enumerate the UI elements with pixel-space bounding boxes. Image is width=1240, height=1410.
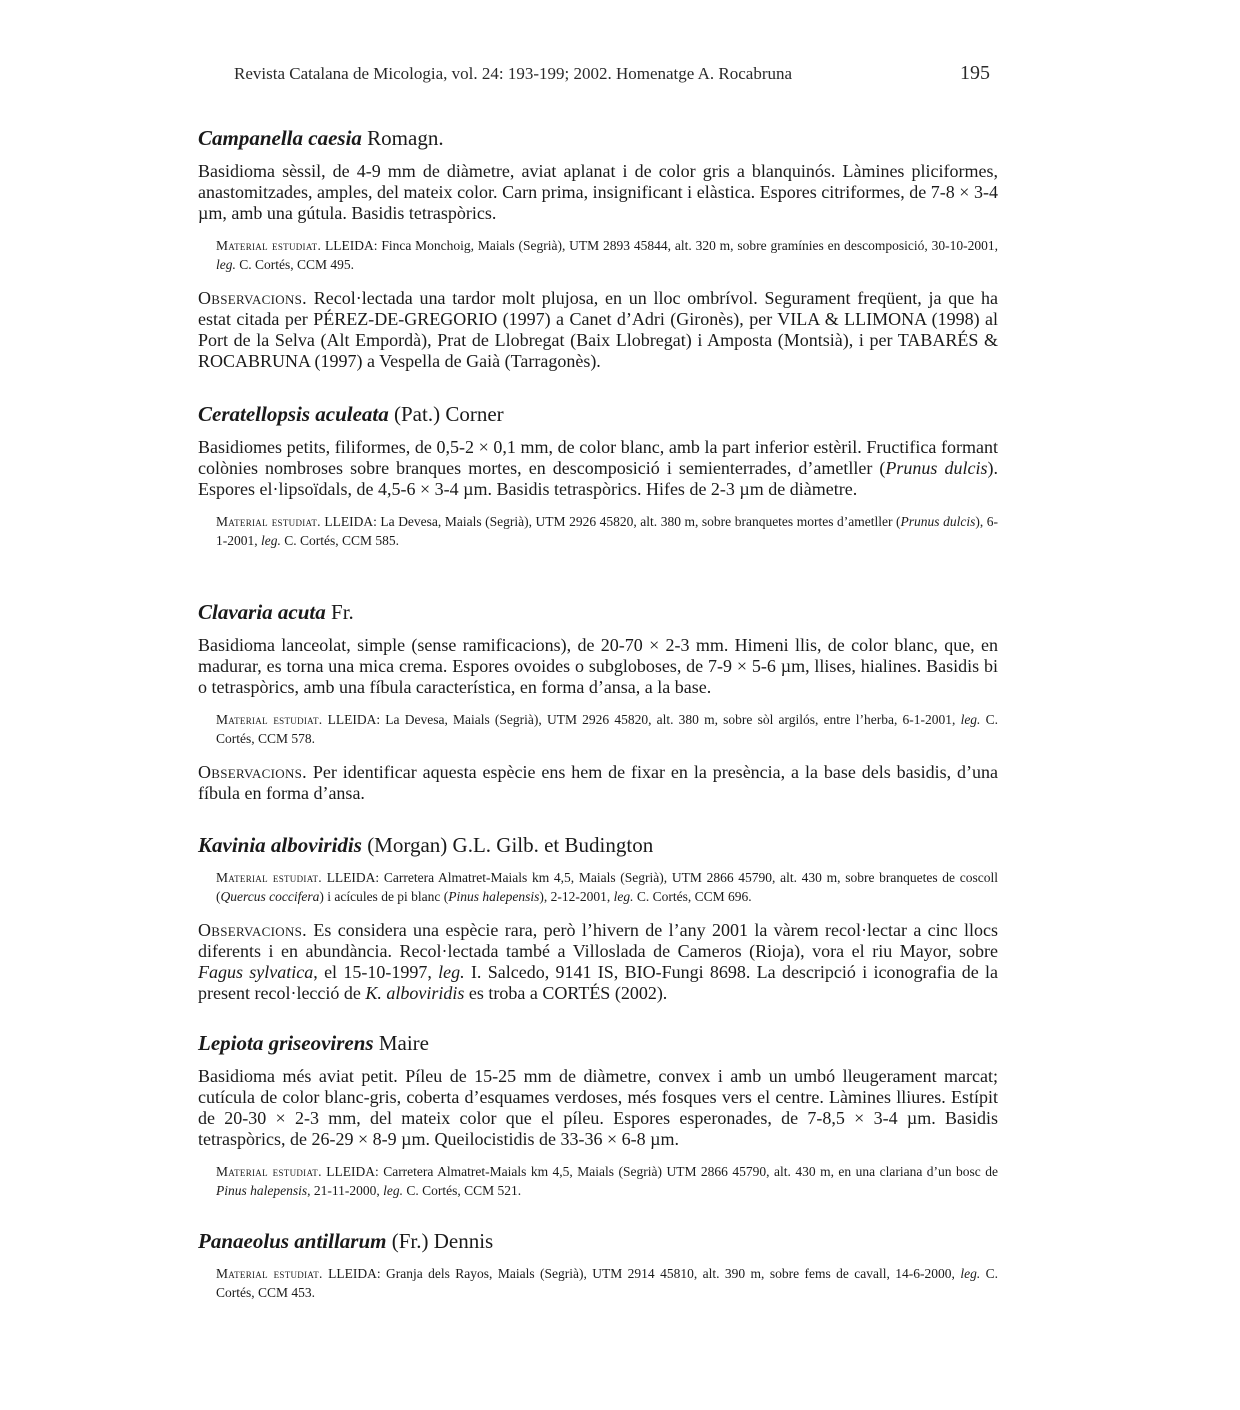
species-entry-kavinia-alboviridis xyxy=(198,832,998,1004)
material-label: Material estudiat. xyxy=(216,870,322,885)
species-description: Basidioma lanceolat, simple (sense ramificacions), de 20-70 × 2-3 mm. Himeni llis, de color blanc, que, en madurar, es torna una mica crema. Espores ovoides o subgloboses, de 7-9 × 5-6 µm, llises, hialines. Basidis bi o tetraspòrics, amb una fíbula característica, en forma d’ansa, a la base. xyxy=(198,635,998,697)
species-binomial: Clavaria acuta xyxy=(198,600,326,624)
species-entry-lepiota-griseovirens xyxy=(198,1030,998,1200)
species-author: Romagn. xyxy=(367,126,444,150)
species-entry-panaeolus-antillarum xyxy=(198,1228,998,1302)
species-binomial: Panaeolus antillarum xyxy=(198,1229,387,1253)
material-label: Material estudiat. xyxy=(216,514,321,529)
species-author: Maire xyxy=(378,1031,429,1055)
running-header xyxy=(234,64,990,88)
species-description: Basidioma sèssil, de 4-9 mm de diàmetre, aviat aplanat i de color gris a blanquinós. Làmines pliciformes, anastomitzades, amples, del mateix color. Carn prima, insignificant i elàstica. Espores citriformes, de 7-8 × 3-4 µm, amb una gútula. Basidis tetraspòrics. xyxy=(198,161,998,223)
observations-label: Observacions. xyxy=(198,920,307,940)
species-author: (Pat.) Corner xyxy=(394,402,504,426)
species-description: Basidiomes petits, filiformes, de 0,5-2 × 0,1 mm, de color blanc, amb la part inferior estèril. Fructifica formant colònies nombroses sobre branques mortes, en descomposició i semienterrades, d’ametller (Prunus dulcis). Espores el·lipsoïdals, de 4,5-6 × 3-4 µm. Basidis tetraspòrics. Hifes de 2-3 µm de diàmetre. xyxy=(198,437,998,499)
species-entry-campanella-caesia xyxy=(198,125,998,372)
material-label: Material estudiat. xyxy=(216,712,323,727)
species-heading xyxy=(198,1228,998,1254)
material-label: Material estudiat. xyxy=(216,238,322,253)
material-studied: Material estudiat. LLEIDA: Carretera Almatret-Maials km 4,5, Maials (Segrià), UTM 2866 45790, alt. 430 m, sobre branquetes de coscoll (Quercus coccifera) i acícules de pi blanc (Pinus halepensis), 2-12-2001, leg. C. Cortés, CCM 696. xyxy=(216,870,998,904)
species-author: (Morgan) G.L. Gilb. et Budington xyxy=(367,833,654,857)
material-studied: Material estudiat. LLEIDA: Finca Monchoig, Maials (Segrià), UTM 2893 45844, alt. 320 m, sobre gramínies en descomposició, 30-10-2001, leg. C. Cortés, CCM 495. xyxy=(216,238,998,272)
species-entry-ceratellopsis-aculeata xyxy=(198,401,998,550)
material-studied: Material estudiat. LLEIDA: La Devesa, Maials (Segrià), UTM 2926 45820, alt. 380 m, sobre branquetes mortes d’ametller (Prunus dulcis), 6-1-2001, leg. C. Cortés, CCM 585. xyxy=(216,514,998,548)
species-heading xyxy=(198,401,998,427)
page-number: 195 xyxy=(960,62,990,84)
species-heading xyxy=(198,125,998,151)
observations: Observacions. Per identificar aquesta espècie ens hem de fixar en la presència, a la base dels basidis, d’una fíbula en forma d’ansa. xyxy=(198,762,998,803)
observations: Observacions. Es considera una espècie rara, però l’hivern de l’any 2001 la vàrem recol·lectar a cinc llocs diferents i en abundància. Recol·lectada també a Villoslada de Cameros (Rioja), vora el riu Mayor, sobre Fagus sylvatica, el 15-10-1997, leg. I. Salcedo, 9141 IS, BIO-Fungi 8698. La descripció i iconografia de la present recol·lecció de K. alboviridis es troba a CORTÉS (2002). xyxy=(198,920,999,1003)
species-binomial: Campanella caesia xyxy=(198,126,362,150)
species-author: (Fr.) Dennis xyxy=(391,1229,494,1253)
material-label: Material estudiat. xyxy=(216,1164,322,1179)
observations: Observacions. Recol·lectada una tardor molt plujosa, en un lloc ombrívol. Segurament freqüent, ja que ha estat citada per PÉREZ-DE-GREGORIO (1997) a Canet d’Adri (Gironès), per VILA & LLIMONA (1998) al Port de la Selva (Alt Empordà), Prat de Llobregat (Baix Llobregat) i Amposta (Montsià), i per TABARÉS & ROCABRUNA (1997) a Vespella de Gaià (Tarragonès). xyxy=(198,288,998,371)
journal-citation: Revista Catalana de Micologia, vol. 24: 193-199; 2002. Homenatge A. Rocabruna xyxy=(234,64,793,83)
material-studied: Material estudiat. LLEIDA: Granja dels Rayos, Maials (Segrià), UTM 2914 45810, alt. 390 m, sobre fems de cavall, 14-6-2000, leg. C. Cortés, CCM 453. xyxy=(216,1266,999,1300)
material-studied: Material estudiat. LLEIDA: Carretera Almatret-Maials km 4,5, Maials (Segrià) UTM 2866 45790, alt. 430 m, en una clariana d’un bosc de Pinus halepensis, 21-11-2000, leg. C. Cortés, CCM 521. xyxy=(216,1164,998,1198)
species-description: Basidioma més aviat petit. Píleu de 15-25 mm de diàmetre, convex i amb un umbó lleugerament marcat; cutícula de color blanc-gris, coberta d’esquames verdoses, més fosques vers el centre. Làmines lliures. Estípit de 20-30 × 2-3 mm, del mateix color que el píleu. Espores esperonades, de 7-8,5 × 3-4 µm. Basidis tetraspòrics, de 26-29 × 8-9 µm. Queilocistidis de 33-36 × 6-8 µm. xyxy=(198,1066,998,1149)
species-binomial: Ceratellopsis aculeata xyxy=(198,402,389,426)
species-entry-clavaria-acuta xyxy=(198,599,998,804)
observations-label: Observacions. xyxy=(198,288,307,308)
material-label: Material estudiat. xyxy=(216,1266,323,1281)
species-heading xyxy=(198,1030,998,1056)
species-binomial: Kavinia alboviridis xyxy=(198,833,362,857)
observations-label: Observacions. xyxy=(198,762,307,782)
species-author: Fr. xyxy=(331,600,354,624)
species-binomial: Lepiota griseovirens xyxy=(198,1031,374,1055)
species-heading xyxy=(198,599,998,625)
material-studied: Material estudiat. LLEIDA: La Devesa, Maials (Segrià), UTM 2926 45820, alt. 380 m, sobre sòl argilós, entre l’herba, 6-1-2001, leg. C. Cortés, CCM 578. xyxy=(216,712,999,746)
species-heading xyxy=(198,832,998,858)
